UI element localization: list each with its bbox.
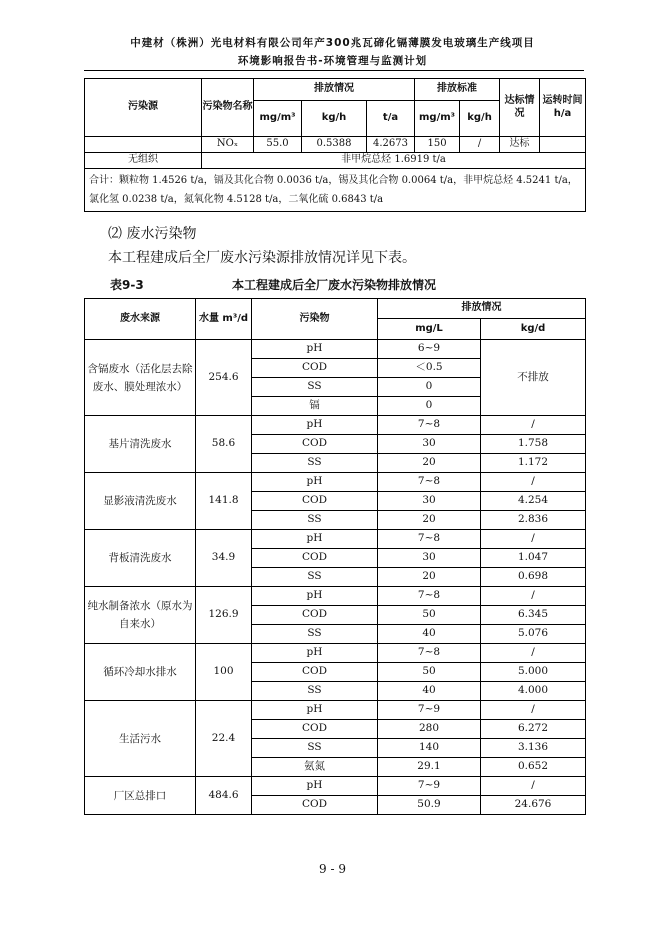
col-ww-pollutant: 污染物 — [252, 299, 378, 340]
ww-mgl-cell: 29.1 — [378, 758, 481, 777]
ww-kgd-cell: / — [481, 530, 586, 549]
unit-mgm3: mg/m³ — [254, 101, 302, 137]
ww-volume-cell: 254.6 — [196, 340, 252, 416]
ww-source-cell: 生活污水 — [85, 701, 196, 777]
ww-pollutant-cell: COD — [252, 549, 378, 568]
ww-source-cell: 基片清洗废水 — [85, 416, 196, 473]
ww-kgd-cell: 24.676 — [481, 796, 586, 815]
section-heading: ⑵ 废水污染物 — [108, 226, 197, 242]
ww-source-cell: 含镉废水（活化层去除废水、膜处理浓水） — [85, 340, 196, 416]
cell-pollutant: NOₓ — [202, 137, 254, 153]
ww-mgl-cell: 6~9 — [378, 340, 481, 359]
ww-kgd-cell: / — [481, 473, 586, 492]
ww-mgl-cell: 50.9 — [378, 796, 481, 815]
page-number: 9 - 9 — [319, 862, 346, 876]
ww-pollutant-cell: pH — [252, 416, 378, 435]
col-pollutant: 污染物名称 — [202, 79, 254, 137]
col-standard: 排放标准 — [415, 79, 500, 101]
ww-mgl-cell: 7~9 — [378, 701, 481, 720]
ww-source-cell: 厂区总排口 — [85, 777, 196, 815]
ww-pollutant-cell: SS — [252, 739, 378, 758]
ww-mgl-cell: ＜0.5 — [378, 359, 481, 378]
ww-mgl-cell: 7~8 — [378, 587, 481, 606]
ww-pollutant-cell: pH — [252, 530, 378, 549]
ww-volume-cell: 484.6 — [196, 777, 252, 815]
table-row — [85, 473, 586, 492]
col-ww-kgd: kg/d — [481, 319, 586, 340]
fugitive-value: 非甲烷总烃 1.6919 t/a — [202, 153, 586, 169]
ww-source-cell: 显影液清洗废水 — [85, 473, 196, 530]
ww-mgl-cell: 7~8 — [378, 644, 481, 663]
table-row — [85, 340, 586, 359]
ww-mgl-cell: 7~8 — [378, 530, 481, 549]
header-line-2: 环境影响报告书-环境管理与监测计划 — [237, 55, 428, 67]
ww-pollutant-cell: COD — [252, 435, 378, 454]
ww-pollutant-cell: COD — [252, 720, 378, 739]
ww-volume-cell: 126.9 — [196, 587, 252, 644]
ww-kgd-cell: 5.076 — [481, 625, 586, 644]
table-row — [85, 587, 586, 606]
ww-volume-cell: 34.9 — [196, 530, 252, 587]
ww-kgd-cell: 6.272 — [481, 720, 586, 739]
ww-kgd-cell: / — [481, 644, 586, 663]
cell-std-kgh: / — [460, 137, 500, 153]
ww-kgd-cell: 6.345 — [481, 606, 586, 625]
unit-std-kgh: kg/h — [460, 101, 500, 137]
col-source: 污染源 — [85, 79, 202, 137]
col-ww-mgl: mg/L — [378, 319, 481, 340]
cell-source-empty — [85, 137, 202, 153]
ww-pollutant-cell: SS — [252, 682, 378, 701]
ww-mgl-cell: 50 — [378, 606, 481, 625]
ww-source-cell: 循环冷却水排水 — [85, 644, 196, 701]
col-compliance: 达标情况 — [500, 79, 540, 137]
ww-mgl-cell: 0 — [378, 397, 481, 416]
ww-pollutant-cell: SS — [252, 511, 378, 530]
ww-pollutant-cell: pH — [252, 777, 378, 796]
table-title: 本工程建成后全厂废水污染物排放情况 — [232, 278, 437, 292]
unit-std-mgm3: mg/m³ — [415, 101, 460, 137]
ww-pollutant-cell: pH — [252, 340, 378, 359]
ww-kgd-cell: 0.698 — [481, 568, 586, 587]
total-note: 合计：颗粒物 1.4526 t/a，镉及其化合物 0.0036 t/a，锡及其化合物 0.0064 t/a，非甲烷总烃 4.5241 t/a，氯化氢 0.0238 t/a，氮氧化物 4.5128 t/a，二氧化硫 0.6843 t/a — [85, 169, 586, 212]
ww-kgd-cell: 0.652 — [481, 758, 586, 777]
ww-mgl-cell: 280 — [378, 720, 481, 739]
ww-kgd-cell: / — [481, 416, 586, 435]
ww-kgd-cell: / — [481, 701, 586, 720]
unit-kgh: kg/h — [302, 101, 367, 137]
ww-volume-cell: 58.6 — [196, 416, 252, 473]
ww-pollutant-cell: COD — [252, 663, 378, 682]
col-ww-source: 废水来源 — [85, 299, 196, 340]
ww-mgl-cell: 140 — [378, 739, 481, 758]
ww-kgd-merged-cell: 不排放 — [481, 340, 586, 416]
ww-volume-cell: 100 — [196, 644, 252, 701]
cell-compliance: 达标 — [500, 137, 540, 153]
ww-kgd-cell: 1.172 — [481, 454, 586, 473]
table-row — [85, 416, 586, 435]
table-number: 表9-3 — [110, 278, 144, 292]
ww-mgl-cell: 7~8 — [378, 473, 481, 492]
ww-pollutant-cell: COD — [252, 359, 378, 378]
cell-mg: 55.0 — [254, 137, 302, 153]
ww-mgl-cell: 30 — [378, 492, 481, 511]
ww-kgd-cell: 2.836 — [481, 511, 586, 530]
intro-paragraph: 本工程建成后全厂废水污染源排放情况详见下表。 — [108, 250, 416, 266]
ww-pollutant-cell: COD — [252, 796, 378, 815]
ww-mgl-cell: 7~9 — [378, 777, 481, 796]
ww-kgd-cell: 5.000 — [481, 663, 586, 682]
ww-pollutant-cell: SS — [252, 454, 378, 473]
ww-pollutant-cell: pH — [252, 473, 378, 492]
ww-mgl-cell: 20 — [378, 454, 481, 473]
ww-pollutant-cell: SS — [252, 625, 378, 644]
ww-pollutant-cell: pH — [252, 587, 378, 606]
ww-kgd-cell: 3.136 — [481, 739, 586, 758]
ww-pollutant-cell: 镉 — [252, 397, 378, 416]
ww-mgl-cell: 40 — [378, 625, 481, 644]
ww-mgl-cell: 30 — [378, 435, 481, 454]
ww-source-cell: 背板清洗废水 — [85, 530, 196, 587]
ww-volume-cell: 141.8 — [196, 473, 252, 530]
ww-mgl-cell: 7~8 — [378, 416, 481, 435]
table-row — [85, 701, 586, 720]
wastewater-table — [84, 298, 586, 815]
ww-mgl-cell: 0 — [378, 378, 481, 397]
header-line-1: 中建材（株洲）光电材料有限公司年产300兆瓦碲化镉薄膜发电玻璃生产线项目 — [130, 37, 535, 49]
table-row — [85, 644, 586, 663]
col-ww-volume: 水量 m³/d — [196, 299, 252, 340]
ww-kgd-cell: 4.000 — [481, 682, 586, 701]
ww-kgd-cell: 4.254 — [481, 492, 586, 511]
cell-runtime — [540, 137, 586, 153]
ww-mgl-cell: 40 — [378, 682, 481, 701]
ww-pollutant-cell: COD — [252, 492, 378, 511]
table-row — [85, 530, 586, 549]
ww-pollutant-cell: SS — [252, 568, 378, 587]
ww-kgd-cell: / — [481, 587, 586, 606]
ww-pollutant-cell: pH — [252, 701, 378, 720]
header-rule — [84, 70, 584, 71]
ww-pollutant-cell: pH — [252, 644, 378, 663]
ww-pollutant-cell: 氨氮 — [252, 758, 378, 777]
col-ww-emission: 排放情况 — [378, 299, 586, 319]
ww-pollutant-cell: SS — [252, 378, 378, 397]
ww-mgl-cell: 30 — [378, 549, 481, 568]
air-emission-table — [84, 78, 586, 212]
ww-mgl-cell: 50 — [378, 663, 481, 682]
ww-source-cell: 纯水制备浓水（原水为自来水） — [85, 587, 196, 644]
ww-mgl-cell: 20 — [378, 568, 481, 587]
ww-kgd-cell: / — [481, 777, 586, 796]
ww-mgl-cell: 20 — [378, 511, 481, 530]
table-row — [85, 777, 586, 796]
col-runtime: 运转时间h/a — [540, 79, 586, 137]
ww-kgd-cell: 1.047 — [481, 549, 586, 568]
col-emission: 排放情况 — [254, 79, 415, 101]
ww-volume-cell: 22.4 — [196, 701, 252, 777]
fugitive-label: 无组织 — [85, 153, 202, 169]
unit-ta: t/a — [367, 101, 415, 137]
ww-kgd-cell: 1.758 — [481, 435, 586, 454]
cell-kgh: 0.5388 — [302, 137, 367, 153]
ww-pollutant-cell: COD — [252, 606, 378, 625]
cell-std-mg: 150 — [415, 137, 460, 153]
cell-ta: 4.2673 — [367, 137, 415, 153]
